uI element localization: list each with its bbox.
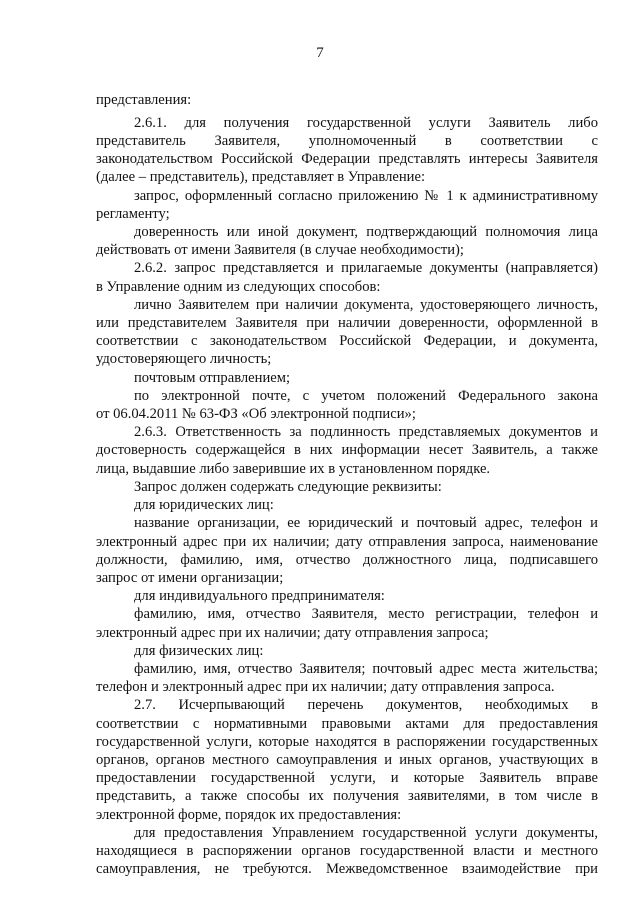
text-line: электронный адрес при их наличии; дату отправления запроса, наименование [96,534,598,550]
text-line: почтовым отправлением; [134,370,291,386]
text-line: находящиеся в распоряжении органов государственной власти и местного [96,843,598,859]
text-line: по электронной почте, с учетом положений Федерального закона [134,388,598,404]
text-line: для индивидуального предпринимателя: [134,588,385,604]
text-line: телефон и электронный адрес при их наличии; дату отправления запроса. [96,679,555,695]
text-line: представить, а также способы их получения заявителями, в том числе в [96,788,598,804]
text-line: или представителем Заявителя при наличии доверенности, оформленной в [96,315,598,331]
text-line: для предоставления Управлением государственной услуги документы, [134,825,598,841]
text-line: лица, выдавшие либо заверившие их в установленном порядке. [96,461,491,477]
text-line: электронной форме, порядок их предоставления: [96,807,402,823]
text-line: 2.6.1. для получения государственной услуги Заявитель либо [134,115,598,131]
text-line: должности, фамилию, имя, отчество должностного лица, подписавшего [96,552,598,568]
text-line: законодательством Российской Федерации представлять интересы Заявителя [96,151,598,167]
text-line: 2.6.2. запрос представляется и прилагаемые документы (направляется) [134,260,598,276]
text-line: представитель Заявителя, уполномоченный в соответствии с [96,133,598,149]
text-line: представления: [96,92,192,108]
text-line: Запрос должен содержать следующие реквизиты: [134,479,442,495]
text-line: электронный адрес при их наличии; дату отправления запроса; [96,625,489,641]
text-line: для физических лиц: [134,643,264,659]
text-line: предоставлении государственной услуги, и которые Заявитель вправе [96,770,598,786]
text-line: соответствии с законодательством Российской Федерации, и документа, [96,333,598,349]
text-line: самоуправления, не требуются. Межведомственное взаимодействие при [96,861,598,877]
text-line: органов, органов местного самоуправления и иных органов, участвующих в [96,752,598,768]
text-line: для юридических лиц: [134,497,274,513]
text-line: фамилию, имя, отчество Заявителя, место регистрации, телефон и [134,606,598,622]
text-line: доверенность или иной документ, подтверждающий полномочия лица [134,224,598,240]
text-line: фамилию, имя, отчество Заявителя; почтовый адрес места жительства; [134,661,598,677]
text-line: достоверность содержащейся в них информации несет Заявитель, а также [96,442,598,458]
text-line: действовать от имени Заявителя (в случае необходимости); [96,242,464,258]
page-number: 7 [316,45,324,61]
text-line: в Управление одним из следующих способов: [96,279,381,295]
text-line: регламенту; [96,206,170,222]
text-line: название организации, ее юридический и почтовый адрес, телефон и [134,515,598,531]
text-line: запрос, оформленный согласно приложению № 1 к административному [134,188,598,204]
text-line: (далее – представитель), представляет в Управление: [96,169,426,185]
text-line: удостоверяющего личность; [96,351,272,367]
text-line: соответствии с нормативными правовыми актами для предоставления [96,716,598,732]
text-line: запрос от имени организации; [96,570,284,586]
text-line: государственной услуги, которые находятся в распоряжении государственных [96,734,598,750]
text-line: 2.7. Исчерпывающий перечень документов, необходимых в [134,697,598,713]
text-line: лично Заявителем при наличии документа, удостоверяющего личность, [134,297,598,313]
text-line: 2.6.3. Ответственность за подлинность представляемых документов и [134,424,598,440]
text-line: от 06.04.2011 № 63-ФЗ «Об электронной подписи»; [96,406,416,422]
